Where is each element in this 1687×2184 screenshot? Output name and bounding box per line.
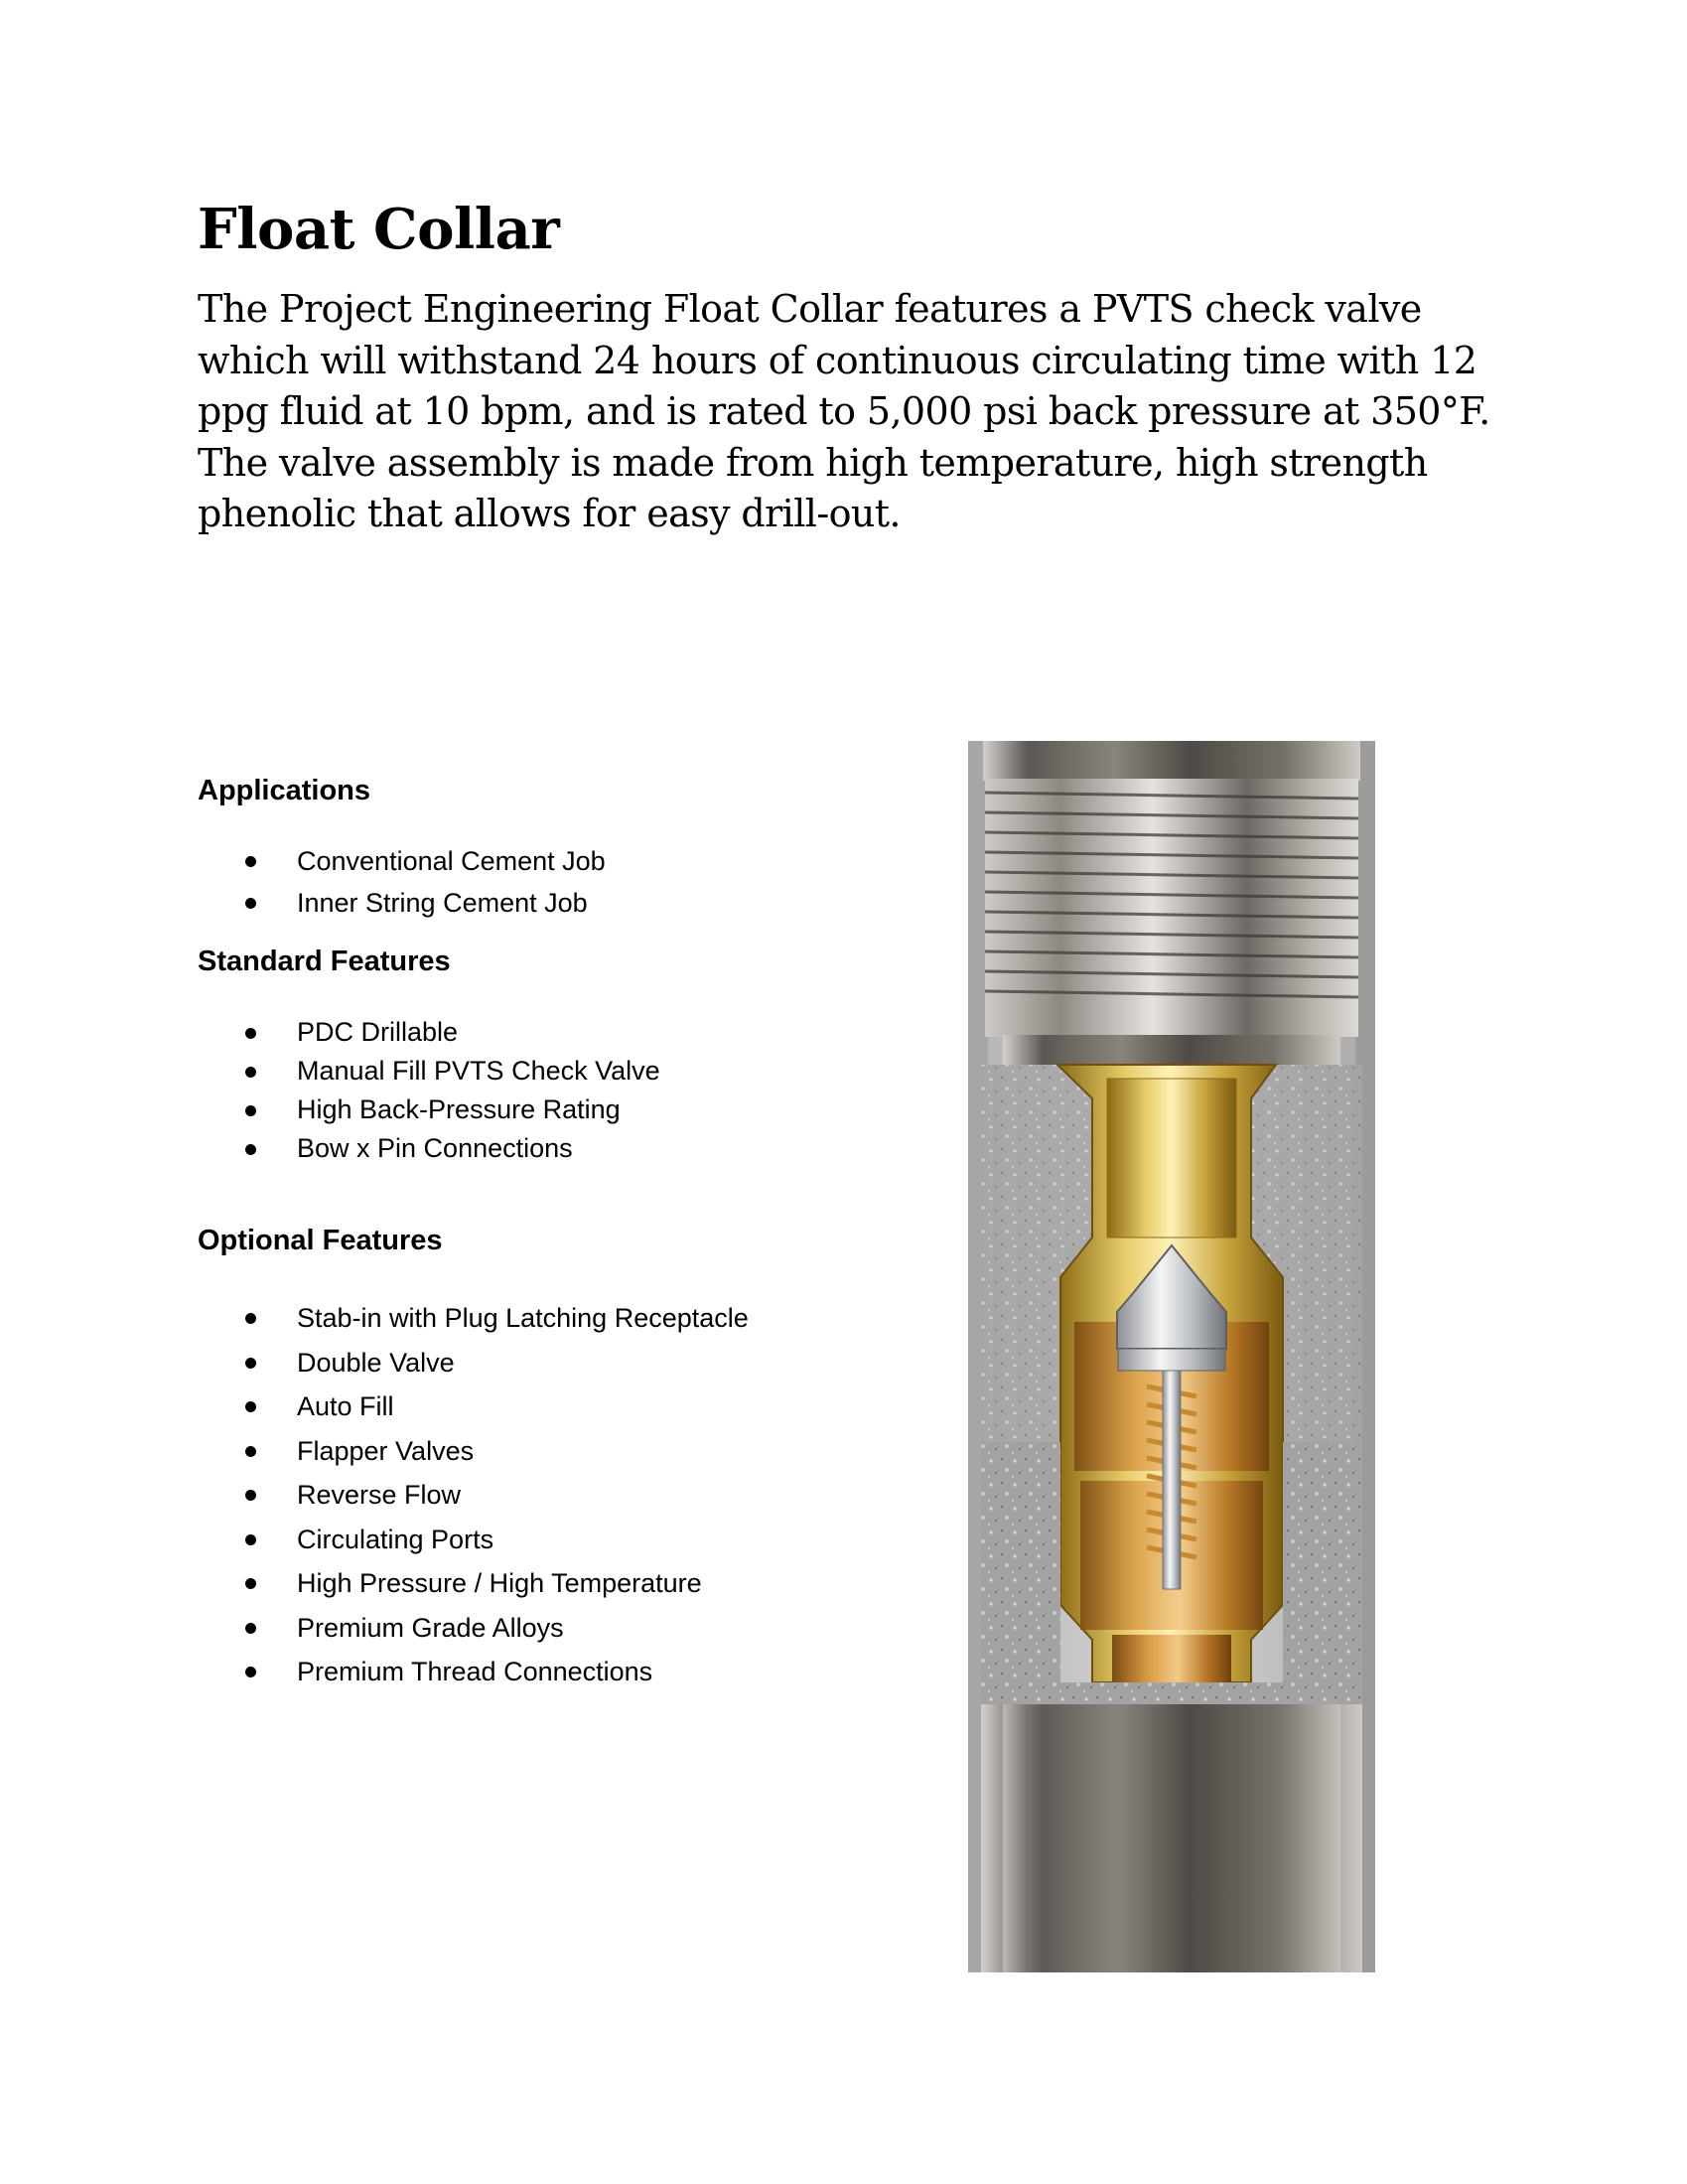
optional-features-heading: Optional Features [198,1225,443,1256]
bullet-icon [245,1067,256,1078]
bullet-icon [245,1313,256,1324]
list-item: Stab-in with Plug Latching Receptacle [198,1296,952,1341]
bullet-icon [245,1144,256,1155]
bullet-icon [245,1490,256,1501]
optional-features-section [198,1223,952,1694]
applications-section [198,773,952,924]
list-item: Bow x Pin Connections [198,1129,952,1168]
bullet-icon [245,1401,256,1412]
bullet-icon [245,1534,256,1545]
page-title: Float Collar [198,197,560,262]
valve-stem [1163,1371,1181,1589]
bullet-icon [245,1623,256,1634]
list-item: Reverse Flow [198,1473,952,1518]
list-item: PDC Drillable [198,1013,952,1052]
bullet-icon [245,1105,256,1116]
float-collar-cutaway-illustration [963,741,1380,1972]
threaded-pin [983,741,1360,1065]
list-item: Inner String Cement Job [198,882,952,924]
list-item: Circulating Ports [198,1518,952,1562]
bullet-icon [245,1358,256,1369]
list-item: High Pressure / High Temperature [198,1561,952,1606]
list-item: Auto Fill [198,1384,952,1429]
standard-features-list [198,1013,952,1168]
list-item: Conventional Cement Job [198,840,952,882]
list-item: Premium Grade Alloys [198,1606,952,1651]
standard-features-section [198,944,952,1168]
applications-heading: Applications [198,775,371,806]
list-item: Manual Fill PVTS Check Valve [198,1052,952,1091]
optional-features-list [198,1296,952,1694]
list-item: High Back-Pressure Rating [198,1091,952,1129]
list-item: Premium Thread Connections [198,1650,952,1694]
bullet-icon [245,898,256,909]
intro-paragraph: The Project Engineering Float Collar features a PVTS check valve which will withstand 24 hours of continuous circulating time with 12 ppg fluid at 10 bpm, and is rated to 5,000 psi back pressure at 350°F. The valve assembly is made from high temperature, high strength phenolic that allows for easy drill-out. [198,287,1490,535]
bullet-icon [245,1446,256,1457]
bullet-icon [245,1028,256,1039]
bullet-icon [245,856,256,867]
bullet-icon [245,1578,256,1589]
bullet-icon [245,1667,256,1677]
standard-features-heading: Standard Features [198,946,451,977]
list-item: Double Valve [198,1341,952,1385]
list-item: Flapper Valves [198,1429,952,1474]
applications-list [198,840,952,924]
